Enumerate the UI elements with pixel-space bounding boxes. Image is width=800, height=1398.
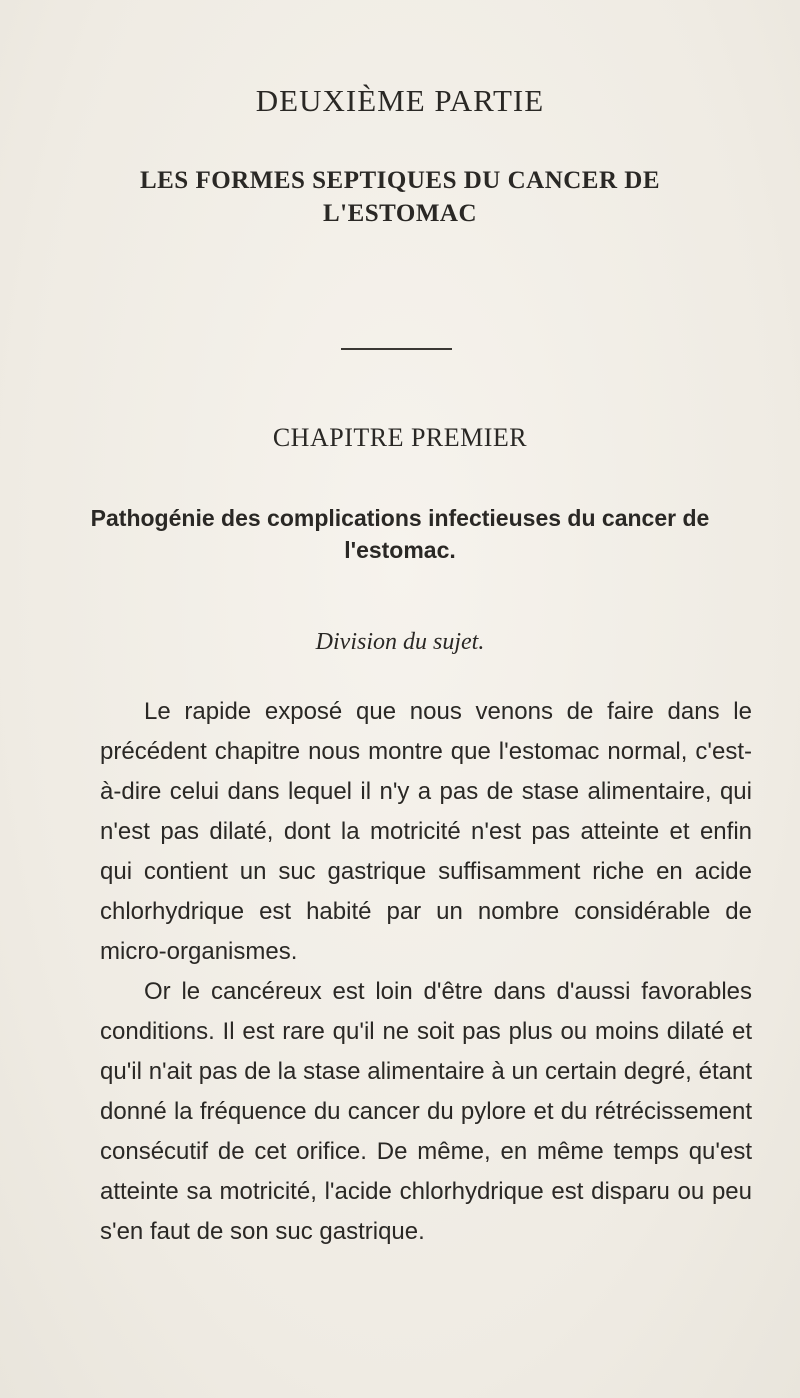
chapter-title: CHAPITRE PREMIER (272, 423, 528, 452)
main-title: LES FORMES SEPTIQUES DU CANCER DE L'ESTOMAC (139, 167, 661, 227)
paragraph-2: Or le cancéreux est loin d'être dans d'aussi favorables conditions. Il est rare qu'il ne soit pas plus ou moins dilaté et qu'il n'ait pas de la stase alimentaire à un certain degré, étant donné la fréquence du cancer du pylore et du rétrécissement consécutif de cet orifice. De même, en même temps qu'est atteinte sa motricité, l'acide chlorhydrique est disparu ou peu s'en faut de son suc gastrique. (100, 978, 752, 1245)
subsection-title: Division du sujet. (315, 629, 485, 655)
body-text (100, 692, 752, 1252)
part-title: DEUXIÈME PARTIE (255, 83, 545, 118)
paragraph-1: Le rapide exposé que nous venons de faire dans le précédent chapitre nous montre que l'estomac normal, c'est-à-dire celui dans lequel il n'y a pas de stase alimentaire, qui n'est pas dilaté, dont la motricité n'est pas atteinte et enfin qui contient un suc gastrique suffisamment riche en acide chlorhydrique est habité par un nombre considérable de micro-organismes. (100, 698, 752, 965)
separator-rule (341, 348, 452, 350)
section-title: Pathogénie des complications infectieuses du cancer de l'estomac. (90, 505, 710, 563)
